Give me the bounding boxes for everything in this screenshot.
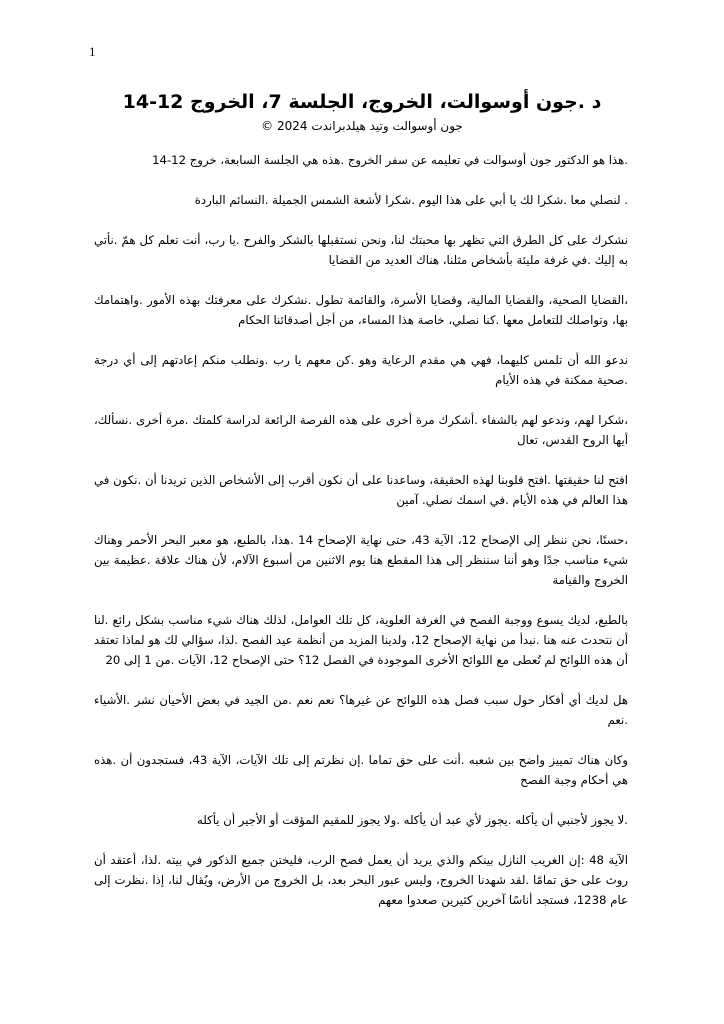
document-body <box>94 150 628 930</box>
copyright-line: جون أوسوالت وتيد هيلدبراندت 2024 © <box>261 119 463 133</box>
paragraph-1: .هذا هو الدكتور جون أوسوالت في تعليمه عن سفر الخروج .هذه هي الجلسة السابعة، خروج 12-14 <box>152 153 628 167</box>
paragraph-12: .لا يجوز لأجنبي أن يأكله .يجوز لأي عبد أن يأكله .ولا يجوز للمقيم المؤقت أو الأجير أن يأكله <box>197 813 628 827</box>
paragraph-9: بالطبع، لديك يسوع ووجبة الفصح في الغرفة العلوية، كل تلك العوامل، لذلك هناك شيء مناسب بشكل رائع .لنا أن نتحدث عنه هنا .نبدأ من نهاية الإصحاح 12، ولدينا المزيد من أنظمة عيد الفصح .لذا، سؤالي لك هو لماذا تعتقد أن هذه اللوائح لم تُعطى مع اللوائح الأخرى الموجودة في الفصل 12؟ حتى الإصحاح 12، الآيات .من 1 إلى 20 <box>94 613 628 667</box>
document-title: د .جون أوسوالت، الخروج، الجلسة 7، الخروج 12-14 <box>122 91 602 113</box>
paragraph-11: وكان هناك تمييز واضح بين شعبه .أنت على حق تماما .إن نظرتم إلى تلك الآيات، الآية 43، فستجدون أن .هذه هي أحكام وجبة الفصح <box>94 753 628 787</box>
paragraph-13: الآية 48 :إن الغريب النازل بينكم والذي يريد أن يعمل فصح الرب، فليختن جميع الذكور في بيته .لذا، أعتقد أن روث على حق تمامًا .لقد شهدنا الخروج، وليس عبور البحر بعد، بل الخروج من الأرض، ويُقال لنا، إذا .نظرت إلى عام 1238، فستجد أناسًا آخرين كثيرين صعدوا معهم <box>94 853 628 907</box>
paragraph-3: نشكرك على كل الطرق التي تظهر بها محبتك لنا، ونحن نستقبلها بالشكر والفرح .يا رب، أنت تعلم كل همّ .نأتي به إليك .في غرفة مليئة بأشخاص مثلنا، هناك العديد من القضايا <box>94 233 628 267</box>
paragraph-6: ،شكرا لهم، وندعو لهم بالشفاء .أشكرك مرة أخرى على هذه الفرصة الرائعة لدراسة كلمتك .مرة أخرى .نسألك، أيها الروح القدس، تعال <box>94 413 628 447</box>
paragraph-10: هل لديك أي أفكار حول سبب فصل هذه اللوائح عن غيرها؟ نعم نعم .من الجيد في بعض الأحيان نشر .الأشياء .نعم <box>94 693 628 727</box>
paragraph-7: افتح لنا حقيقتها .افتح قلوبنا لهذه الحقيقة، وساعدنا على أن نكون أقرب إلى الأشخاص الذين تريدنا أن .نكون في هذا العالم في هذه الأيام .في اسمك نصلي. آمين <box>94 473 628 507</box>
page-number: 1 <box>89 44 96 59</box>
paragraph-5: ندعو الله أن تلمس كليهما، فهي هي مقدم الرعاية وهو .كن معهم يا رب .ونطلب منكم إعادتهم إلى أي درجة .صحية ممكنة في هذه الأيام <box>94 353 628 387</box>
paragraph-4: ،القضايا الصحية، والقضايا المالية، وقضايا الأسرة، والقائمة تطول .نشكرك على معرفتك بهذه الأمور .واهتمامك بها، وتواصلك للتعامل معها .كنا نصلي، خاصة هذا المساء، من أجل أصدقائنا الحكام <box>94 293 628 327</box>
paragraph-2: . لنصلي معا .شكرا لك يا أبي على هذا اليوم .شكرا لأشعة الشمس الجميلة .النسائم الباردة <box>194 193 628 207</box>
paragraph-8: ،حسنًا، نحن ننظر إلى الإصحاح 12، الآية 43، حتى نهاية الإصحاح 14 .هذا، بالطبع، هو معبر البحر الأحمر وهناك شيء مناسب جدًا وهو أننا سننظر إلى هذا المقطع هنا يوم الاثنين من أسبوع الآلام، لأن هناك علاقة .عظيمة بين الخروج والقيامة <box>94 533 629 587</box>
